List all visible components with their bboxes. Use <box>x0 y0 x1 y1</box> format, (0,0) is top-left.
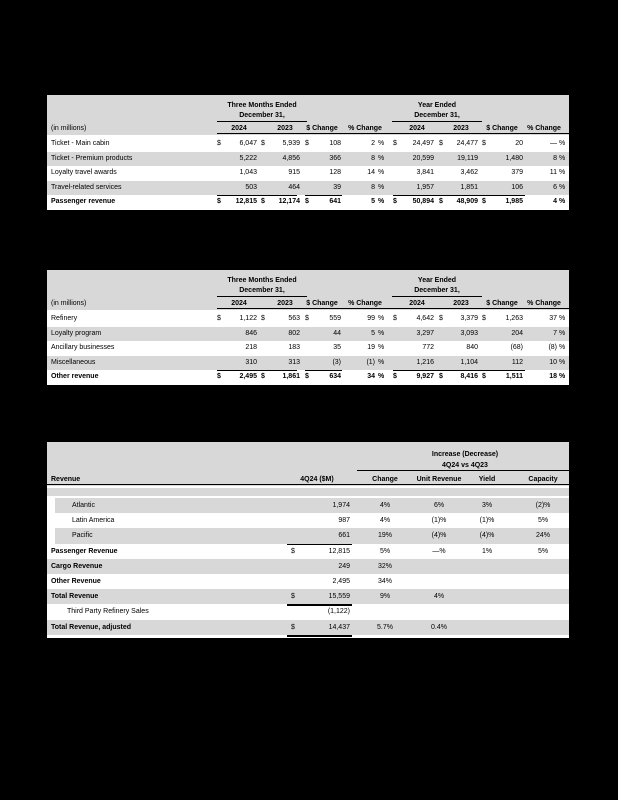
cell-value: 2,495 <box>332 578 350 585</box>
currency-symbol: $ <box>217 373 221 380</box>
cell-y23: 1,104 <box>460 358 478 366</box>
col-2024: 2024 <box>231 300 247 307</box>
col-change: Change <box>372 476 398 483</box>
cell-y24: 20,599 <box>412 154 434 162</box>
cell-capacity: 5% <box>537 547 549 555</box>
cell-y23: 8,416 <box>460 373 478 380</box>
unit-revenue-table <box>47 442 569 638</box>
cell-yield: (1)% <box>479 517 495 525</box>
cell-qd: 39 <box>333 183 341 191</box>
other-revenue-table <box>47 270 569 385</box>
currency-symbol: $ <box>305 373 309 380</box>
cell-q23: 464 <box>288 183 300 191</box>
year-ended-header: Year Ended <box>417 277 457 284</box>
row-label: Ticket - Premium products <box>51 154 133 162</box>
three-months-sub: December 31, <box>239 112 285 119</box>
col-2023-year: 2023 <box>453 300 469 307</box>
currency-symbol: $ <box>217 198 221 205</box>
row-label: Refinery <box>51 315 78 322</box>
col-dollar-change-year: $ Change <box>486 125 518 132</box>
cell-q23: 12,174 <box>278 198 300 205</box>
cell-y23: 19,119 <box>457 154 478 162</box>
cell-yp: 18 <box>549 373 557 380</box>
cell-qd: 641 <box>329 198 341 205</box>
cell-yp: (8) <box>548 344 557 351</box>
cell-unit-revenue: —% <box>432 547 446 555</box>
currency-symbol: $ <box>439 373 443 380</box>
currency-symbol: $ <box>305 140 309 147</box>
col-2024: 2024 <box>231 125 247 132</box>
percent-sign: % <box>559 373 566 380</box>
cell-qd: (3) <box>332 358 341 366</box>
currency-symbol: $ <box>261 198 265 205</box>
cell-unit-revenue: 0.4% <box>431 623 447 631</box>
currency-symbol: $ <box>482 373 486 380</box>
cell-yp: 4 <box>553 198 557 205</box>
cell-qp: 5 <box>371 198 375 205</box>
cell-value: 1,974 <box>332 502 350 509</box>
currency-symbol: $ <box>439 198 443 205</box>
three-months-header: Three Months Ended <box>227 277 297 284</box>
cell-yd: 20 <box>515 140 523 147</box>
row-label: Passenger Revenue <box>51 547 118 555</box>
table-row <box>55 513 569 528</box>
cell-yield: 1% <box>481 547 493 555</box>
cell-yp: 37 <box>549 315 557 322</box>
cell-y24: 50,894 <box>412 198 434 205</box>
percent-sign: % <box>559 344 566 351</box>
row-label: Total Revenue <box>51 593 99 601</box>
row-label: Total Revenue, adjusted <box>51 623 131 631</box>
col-capacity: Capacity <box>528 476 558 483</box>
cell-q23: 4,856 <box>282 154 300 162</box>
col-revenue: Revenue <box>51 476 81 483</box>
cell-qp: 19 <box>367 344 375 351</box>
cell-qp: 5 <box>371 329 375 337</box>
table-row <box>47 312 569 327</box>
table-row <box>47 589 569 604</box>
col-dollar-change: $ Change <box>306 125 338 132</box>
in-millions-label: (in millions) <box>51 125 87 132</box>
cell-q24: 1,043 <box>239 169 257 176</box>
cell-y23: 3,379 <box>460 315 478 322</box>
percent-sign: % <box>378 198 385 205</box>
cell-q24: 846 <box>245 329 257 337</box>
percent-sign: % <box>559 329 566 337</box>
percent-sign: % <box>559 154 566 162</box>
row-label: Travel-related services <box>51 183 122 191</box>
cell-q24: 5,222 <box>239 154 257 162</box>
cell-y23: 840 <box>466 344 478 351</box>
currency-symbol: $ <box>305 315 309 322</box>
percent-sign: % <box>559 169 566 176</box>
cell-y23: 1,851 <box>460 183 478 191</box>
cell-q24: 503 <box>245 183 257 191</box>
row-label: Passenger revenue <box>51 198 116 205</box>
currency-symbol: $ <box>393 315 397 322</box>
row-label: Loyalty program <box>51 329 102 337</box>
cell-qd: 559 <box>329 315 341 322</box>
cell-qp: (1) <box>366 358 375 366</box>
row-label: Third Party Refinery Sales <box>67 608 149 616</box>
cell-unit-revenue: 6% <box>433 502 445 509</box>
cell-yd: 106 <box>511 183 523 191</box>
table-row <box>47 137 569 152</box>
table-row <box>55 528 569 543</box>
percent-sign: % <box>378 344 385 351</box>
cell-change: 19% <box>377 532 392 540</box>
cell-qd: 634 <box>329 373 341 380</box>
currency-symbol: $ <box>217 315 221 322</box>
cell-q24: 1,122 <box>239 315 257 322</box>
table-row <box>47 620 569 635</box>
cell-y23: 3,093 <box>460 329 478 337</box>
percent-sign: % <box>378 315 385 322</box>
table-row <box>47 559 569 574</box>
row-label: Pacific <box>72 532 93 540</box>
col-2023-year: 2023 <box>453 125 469 132</box>
table-row <box>47 574 569 589</box>
cell-y24: 9,927 <box>416 373 434 380</box>
col-pct-change: % Change <box>348 125 382 132</box>
currency-symbol: $ <box>217 140 221 147</box>
table-row <box>47 166 569 181</box>
cell-change: 5.7% <box>377 623 393 631</box>
percent-sign: % <box>378 329 385 337</box>
col-4q24: 4Q24 ($M) <box>300 476 334 483</box>
percent-sign: % <box>378 358 385 366</box>
cell-q24: 218 <box>245 344 257 351</box>
cell-y23: 3,462 <box>460 169 478 176</box>
cell-y24: 1,957 <box>416 183 434 191</box>
currency-symbol: $ <box>305 198 309 205</box>
cell-qd: 44 <box>333 329 341 337</box>
col-yield: Yield <box>478 476 496 483</box>
percent-sign: % <box>559 140 566 147</box>
currency-symbol: $ <box>482 198 486 205</box>
cell-value: 987 <box>338 517 350 525</box>
table-row <box>55 498 569 513</box>
row-label: Ancillary businesses <box>51 344 115 351</box>
table-row <box>47 544 569 559</box>
cell-unit-revenue: (4)% <box>431 532 447 540</box>
cell-change: 4% <box>379 502 391 509</box>
cell-qp: 8 <box>371 183 375 191</box>
col-pct-change-year: % Change <box>527 125 561 132</box>
col-2024-year: 2024 <box>409 125 425 132</box>
cell-capacity: 24% <box>535 532 550 540</box>
percent-sign: % <box>378 154 385 162</box>
row-label: Other Revenue <box>51 578 101 585</box>
cell-value: 12,815 <box>328 547 350 555</box>
currency-symbol: $ <box>291 593 295 601</box>
cell-qp: 34 <box>367 373 375 380</box>
cell-yield: (4)% <box>479 532 495 540</box>
row-label: Ticket - Main cabin <box>51 140 110 147</box>
cell-value: 249 <box>338 562 350 570</box>
table-row <box>47 604 569 619</box>
col-2023: 2023 <box>277 125 293 132</box>
cell-q23: 5,939 <box>282 140 300 147</box>
cell-yd: 204 <box>511 329 523 337</box>
currency-symbol: $ <box>261 373 265 380</box>
row-label: Loyalty travel awards <box>51 169 117 176</box>
cell-q24: 2,495 <box>239 373 257 380</box>
col-unit-revenue: Unit Revenue <box>416 476 462 483</box>
percent-sign: % <box>559 315 566 322</box>
table-row <box>47 181 569 196</box>
row-label: Latin America <box>72 517 115 525</box>
comparison-sub: 4Q24 vs 4Q23 <box>442 462 488 469</box>
cell-q23: 1,861 <box>282 373 300 380</box>
cell-change: 9% <box>379 593 391 601</box>
cell-value: 661 <box>338 532 350 540</box>
cell-change: 32% <box>377 562 392 570</box>
table-row <box>47 327 569 342</box>
percent-sign: % <box>378 183 385 191</box>
table-row <box>47 152 569 167</box>
table-row <box>47 341 569 356</box>
cell-yd: 1,511 <box>505 373 523 380</box>
col-2023: 2023 <box>277 300 293 307</box>
cell-q23: 313 <box>288 358 300 366</box>
row-label: Miscellaneous <box>51 358 96 366</box>
cell-unit-revenue: (1)% <box>431 517 447 525</box>
col-pct-change-year: % Change <box>527 300 561 307</box>
percent-sign: % <box>559 358 566 366</box>
cell-q24: 310 <box>245 358 257 366</box>
currency-symbol: $ <box>482 315 486 322</box>
currency-symbol: $ <box>393 140 397 147</box>
cell-yp: 8 <box>553 154 557 162</box>
cell-qd: 366 <box>329 154 341 162</box>
row-label: Cargo Revenue <box>51 562 103 570</box>
cell-qp: 8 <box>371 154 375 162</box>
col-dollar-change: $ Change <box>306 300 338 307</box>
cell-y24: 24,497 <box>412 140 434 147</box>
cell-qd: 108 <box>329 140 341 147</box>
percent-sign: % <box>378 169 385 176</box>
year-ended-header: Year Ended <box>417 102 457 109</box>
cell-qp: 99 <box>367 315 375 322</box>
currency-symbol: $ <box>439 140 443 147</box>
percent-sign: % <box>378 373 385 380</box>
cell-capacity: 5% <box>537 517 549 525</box>
passenger-revenue-table <box>47 95 569 210</box>
cell-unit-revenue: 4% <box>433 593 445 601</box>
cell-q23: 183 <box>288 344 300 351</box>
cell-yield: 3% <box>481 502 493 509</box>
currency-symbol: $ <box>291 547 295 555</box>
cell-y24: 3,841 <box>416 169 434 176</box>
table-row <box>47 356 569 371</box>
cell-yd: 1,480 <box>505 154 523 162</box>
cell-yd: 112 <box>511 358 523 366</box>
cell-y23: 24,477 <box>456 140 478 147</box>
year-ended-sub: December 31, <box>414 287 460 294</box>
cell-yp: 7 <box>553 329 557 337</box>
cell-yp: 11 <box>549 169 557 176</box>
cell-yp: — <box>550 140 557 147</box>
table-row <box>47 195 569 210</box>
cell-yd: (68) <box>510 344 523 351</box>
cell-y23: 48,909 <box>456 198 478 205</box>
currency-symbol: $ <box>439 315 443 322</box>
row-label: Other revenue <box>51 373 99 380</box>
cell-q23: 915 <box>288 169 300 176</box>
cell-yp: 6 <box>553 183 557 191</box>
cell-y24: 772 <box>422 344 434 351</box>
percent-sign: % <box>559 183 566 191</box>
currency-symbol: $ <box>482 140 486 147</box>
cell-value: 14,437 <box>328 623 350 631</box>
cell-yd: 1,985 <box>505 198 523 205</box>
cell-y24: 4,642 <box>416 315 434 322</box>
cell-value: 15,559 <box>328 593 350 601</box>
currency-symbol: $ <box>261 140 265 147</box>
cell-capacity: (2)% <box>535 502 551 509</box>
cell-qd: 35 <box>333 344 341 351</box>
row-label: Atlantic <box>72 502 95 509</box>
cell-y24: 1,216 <box>416 358 434 366</box>
currency-symbol: $ <box>291 623 295 631</box>
increase-decrease-header: Increase (Decrease) <box>431 451 499 458</box>
cell-yd: 1,263 <box>505 315 523 322</box>
cell-q24: 12,815 <box>235 198 257 205</box>
cell-value: (1,122) <box>327 608 350 616</box>
table-row <box>47 370 569 385</box>
cell-yp: 10 <box>549 358 557 366</box>
cell-q23: 802 <box>288 329 300 337</box>
currency-symbol: $ <box>393 198 397 205</box>
currency-symbol: $ <box>261 315 265 322</box>
cell-yd: 379 <box>511 169 523 176</box>
three-months-header: Three Months Ended <box>227 102 297 109</box>
col-2024-year: 2024 <box>409 300 425 307</box>
cell-y24: 3,297 <box>416 329 434 337</box>
col-pct-change: % Change <box>348 300 382 307</box>
cell-qp: 2 <box>371 140 375 147</box>
percent-sign: % <box>559 198 566 205</box>
year-ended-sub: December 31, <box>414 112 460 119</box>
currency-symbol: $ <box>393 373 397 380</box>
cell-qp: 14 <box>367 169 375 176</box>
cell-change: 4% <box>379 517 391 525</box>
percent-sign: % <box>378 140 385 147</box>
three-months-sub: December 31, <box>239 287 285 294</box>
cell-change: 34% <box>377 578 392 585</box>
cell-qd: 128 <box>329 169 341 176</box>
col-dollar-change-year: $ Change <box>486 300 518 307</box>
cell-q23: 563 <box>288 315 300 322</box>
cell-change: 5% <box>379 547 391 555</box>
in-millions-label: (in millions) <box>51 300 87 307</box>
cell-q24: 6,047 <box>239 140 257 147</box>
